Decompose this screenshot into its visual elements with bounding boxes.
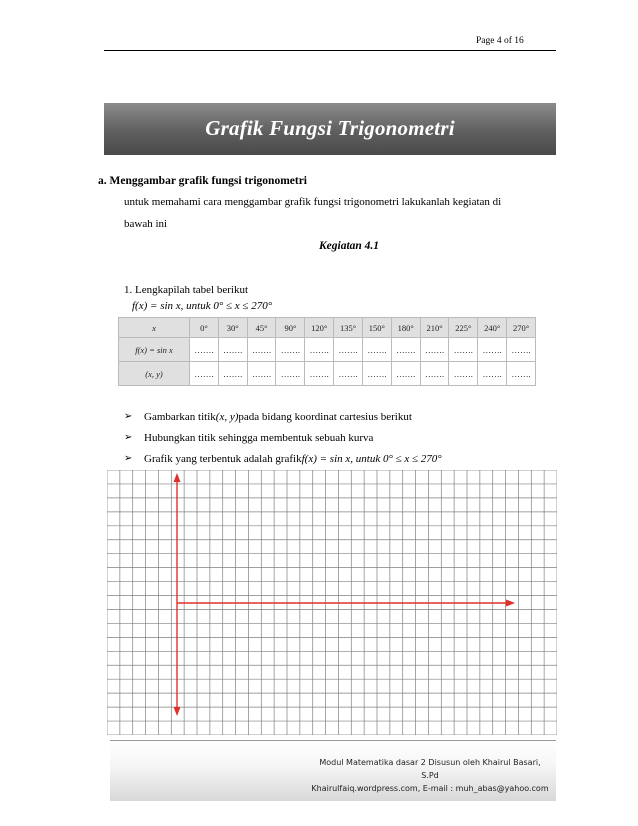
instruction-list [124,406,442,469]
bullet-text: Gambarkan titik [144,410,216,423]
x-value-cell: 0° [190,318,219,338]
blank-cell: ……. [449,338,478,362]
blank-cell: ……. [391,338,420,362]
intro-line-2: bawah ini [124,218,168,230]
bullet-text: Hubungkan titik sehingga membentuk sebuah kurva [144,431,374,444]
arrow-bullet-icon: ➢ [124,411,133,422]
blank-cell: ……. [218,338,247,362]
table-row [119,318,536,338]
x-value-cell: 270° [507,318,536,338]
x-value-cell: 30° [218,318,247,338]
page-footer [110,740,556,801]
blank-cell: ……. [218,362,247,386]
page-number: Page 4 of 16 [476,36,524,46]
x-value-cell: 150° [362,318,391,338]
title-banner [104,103,556,155]
list-item [124,448,442,469]
header-rule [104,50,556,51]
x-value-cell: 225° [449,318,478,338]
blank-cell: ……. [334,338,363,362]
blank-cell: ……. [247,338,276,362]
page-title: Grafik Fungsi Trigonometri [205,116,455,140]
arrow-bullet-icon: ➢ [124,453,133,464]
footer-line-1: Modul Matematika dasar 2 Disusun oleh Khairul Basari, S.Pd [319,758,541,780]
bullet-text: Grafik yang terbentuk adalah grafik [144,452,302,465]
blank-cell: ……. [190,338,219,362]
row-label-fx: f(x) = sin x [119,338,190,362]
blank-cell: ……. [190,362,219,386]
intro-line-1: untuk memahami cara menggambar grafik fungsi trigonometri lakukanlah kegiatan di [124,196,502,208]
blank-cell: ……. [276,338,305,362]
footer-line-2: Khairulfaiq.wordpress.com, E-mail : muh_abas@yahoo.com [311,784,549,793]
x-axis [177,600,515,607]
blank-cell: ……. [334,362,363,386]
x-value-cell: 180° [391,318,420,338]
footer-text [310,756,550,795]
blank-cell: ……. [420,338,449,362]
blank-cell: ……. [478,338,507,362]
bullet-emphasis: (x, y) [215,410,239,423]
table-row [119,362,536,386]
x-value-cell: 45° [247,318,276,338]
instruction-1: 1. Lengkapilah tabel berikut [124,284,249,296]
bullet-emphasis: f(x) = sin x, untuk 0° ≤ x ≤ 270° [301,452,442,465]
blank-cell: ……. [276,362,305,386]
cartesian-grid [107,470,557,735]
section-heading: a. Menggambar grafik fungsi trigonometri [98,175,308,187]
x-value-cell: 210° [420,318,449,338]
blank-cell: ……. [507,362,536,386]
blank-cell: ……. [391,362,420,386]
blank-cell: ……. [362,338,391,362]
table-row [119,338,536,362]
blank-cell: ……. [420,362,449,386]
blank-cell: ……. [478,362,507,386]
bullet-text: pada bidang koordinat cartesius berikut [238,410,412,423]
list-item [124,406,442,427]
x-value-cell: 240° [478,318,507,338]
x-value-cell: 90° [276,318,305,338]
row-label-xy: (x, y) [119,362,190,386]
blank-cell: ……. [247,362,276,386]
blank-cell: ……. [507,338,536,362]
values-table [118,317,536,386]
arrow-bullet-icon: ➢ [124,432,133,443]
blank-cell: ……. [362,362,391,386]
row-label-x: x [119,318,190,338]
blank-cell: ……. [305,338,334,362]
blank-cell: ……. [449,362,478,386]
activity-title: Kegiatan 4.1 [318,240,380,252]
x-value-cell: 135° [334,318,363,338]
blank-cell: ……. [305,362,334,386]
x-value-cell: 120° [305,318,334,338]
function-definition: f(x) = sin x, untuk 0° ≤ x ≤ 270° [132,300,273,312]
list-item [124,427,442,448]
